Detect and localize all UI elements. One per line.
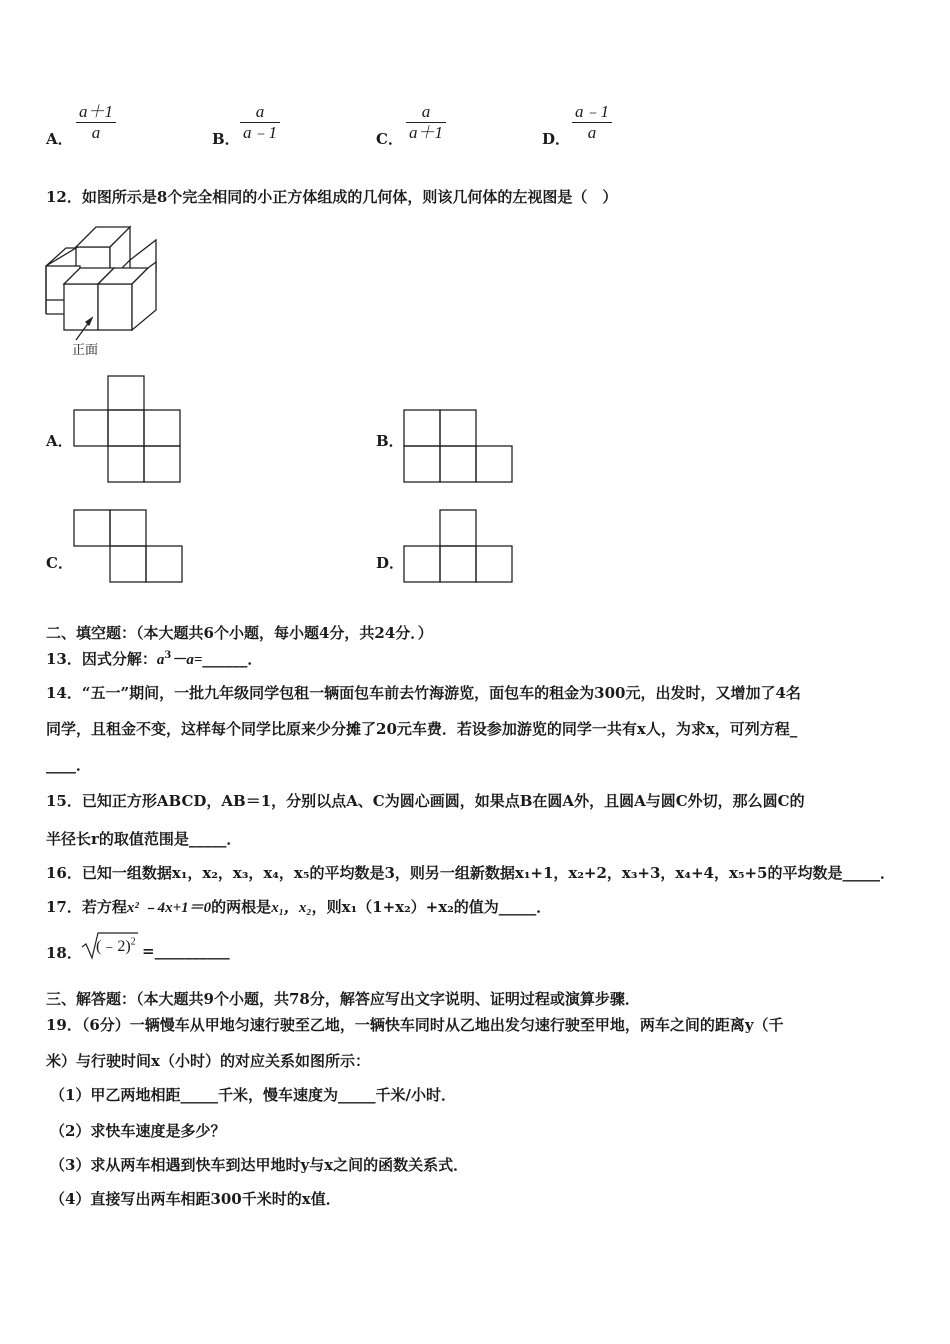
q11-option-c-label: C． [376, 130, 403, 148]
q12-solid-figure [44, 222, 162, 360]
q15-text: 半径长r的取值范围是 [46, 830, 189, 848]
q16-blank: _____ [842, 864, 880, 882]
q17-blank: _____ [498, 898, 537, 916]
q11-option-c-fraction [406, 102, 446, 143]
q17-mid: 的两根是 [211, 898, 272, 916]
denominator: a [91, 123, 101, 142]
q14-end: ． [76, 756, 92, 774]
q15-blank: _____ [188, 830, 227, 848]
q13-end: ． [247, 650, 263, 668]
q19-sub1-b: 千米，慢车速度为 [217, 1086, 338, 1104]
q12-option-c-label: C． [46, 554, 73, 572]
q18-answer [142, 942, 230, 960]
q12-question: 12．如图所示是8个完全相同的小正方体组成的几何体，则该几何体的左视图是（ ） [46, 188, 618, 206]
q11-option-d-fraction [572, 102, 612, 143]
q17-tail: ，则x₁（1+x₂）+x₂的值为 [311, 898, 499, 916]
section2-heading: 二、填空题：（本大题共6个小题，每小题4分，共24分．） [46, 624, 433, 642]
q15-end: ． [226, 830, 242, 848]
q12-option-a-label: A． [46, 432, 73, 450]
q19-line2: 米）与行驶时间x（小时）的对应关系如图所示： [46, 1052, 370, 1070]
q19-sub1-c: 千米/小时． [375, 1086, 456, 1104]
q18-radicand [96, 933, 136, 956]
q15-line2 [46, 828, 241, 849]
q11-option-a-fraction [76, 102, 116, 143]
q17-roots: x₁，x₂ [271, 900, 312, 916]
q18-equals: = [142, 942, 155, 960]
q18-exp: 2 [130, 936, 136, 948]
q18-blank: __________ [154, 942, 230, 960]
q12-option-c-grid [72, 508, 184, 586]
q16-text: 16．已知一组数据x₁，x₂，x₃，x₄，x₅的平均数是3，则另一组新数据x₁+1，x₂+2，x₃+3，x₄+4，x₅+5的平均数是 [46, 864, 843, 882]
q15-line1: 15．已知正方形ABCD，AB＝1，分别以点A、C为圆心画圆，如果点B在圆A外，且圆A与圆C外切，那么圆C的 [46, 792, 805, 810]
q13-prefix: 13．因式分解： [46, 650, 157, 668]
q12-front-label: 正面 [72, 343, 99, 358]
q17-end: ． [536, 898, 552, 916]
q13-rest: －a= [171, 652, 203, 668]
numerator: a﹣1 [575, 102, 609, 121]
q13-question [46, 648, 262, 669]
q17-equation: x² ﹣4x+1＝0 [126, 900, 212, 916]
q19-sub3: （3）求从两车相遇到快车到达甲地时y与x之间的函数关系式． [50, 1156, 469, 1174]
section3-heading: 三、解答题：（本大题共9个小题，共78分，解答应写出文字说明、证明过程或演算步骤． [46, 990, 640, 1008]
denominator: a [587, 123, 597, 142]
q14-line1: 14．“五一”期间，一批九年级同学包租一辆面包车前去竹海游览，面包车的租金为300元，出发时，又增加了4名 [46, 684, 801, 702]
q12-option-a-grid [72, 374, 184, 486]
q12-option-d-grid [402, 508, 514, 586]
q12-option-b-label: B． [376, 432, 404, 450]
q13-exp: 3 [164, 650, 172, 661]
q11-option-a-label: A． [46, 130, 73, 148]
denominator: a＋1 [409, 123, 443, 142]
q11-option-d-label: D． [542, 130, 571, 148]
q14-blank: ____ [46, 756, 76, 774]
q17-question [46, 896, 551, 917]
q19-sub1-a: （1）甲乙两地相距 [50, 1086, 181, 1104]
q18-base: (﹣2) [96, 938, 131, 955]
numerator: a [421, 102, 431, 121]
q12-option-d-label: D． [376, 554, 405, 572]
q11-option-b-label: B． [212, 130, 240, 148]
q19-sub1 [50, 1084, 456, 1105]
numerator: a＋1 [79, 102, 113, 121]
q19-line1: 19．（6分）一辆慢车从甲地匀速行驶至乙地，一辆快车同时从乙地出发匀速行驶至甲地，两车之间的距离y（千 [46, 1016, 784, 1034]
q13-var: a [156, 652, 165, 668]
q19-sub2: （2）求快车速度是多少？ [50, 1122, 226, 1140]
q18-prefix: 18． [46, 944, 82, 962]
numerator: a [255, 102, 265, 121]
q19-blank-1: _____ [180, 1086, 218, 1104]
q16-end: ． [879, 864, 895, 882]
q14-line2: 同学，且租金不变，这样每个同学比原来少分摊了20元车费．若设参加游览的同学一共有x人，为求x，可列方程_ [46, 720, 798, 738]
q12-option-b-grid [402, 408, 514, 486]
q14-line3 [46, 754, 91, 775]
q13-blank: ______ [202, 650, 248, 668]
q17-prefix: 17．若方程 [46, 898, 127, 916]
denominator: a﹣1 [243, 123, 277, 142]
q19-blank-2: _____ [337, 1086, 376, 1104]
q16-question [46, 862, 895, 883]
q11-option-b-fraction [240, 102, 280, 143]
q19-sub4: （4）直接写出两车相距300千米时的x值． [50, 1190, 341, 1208]
